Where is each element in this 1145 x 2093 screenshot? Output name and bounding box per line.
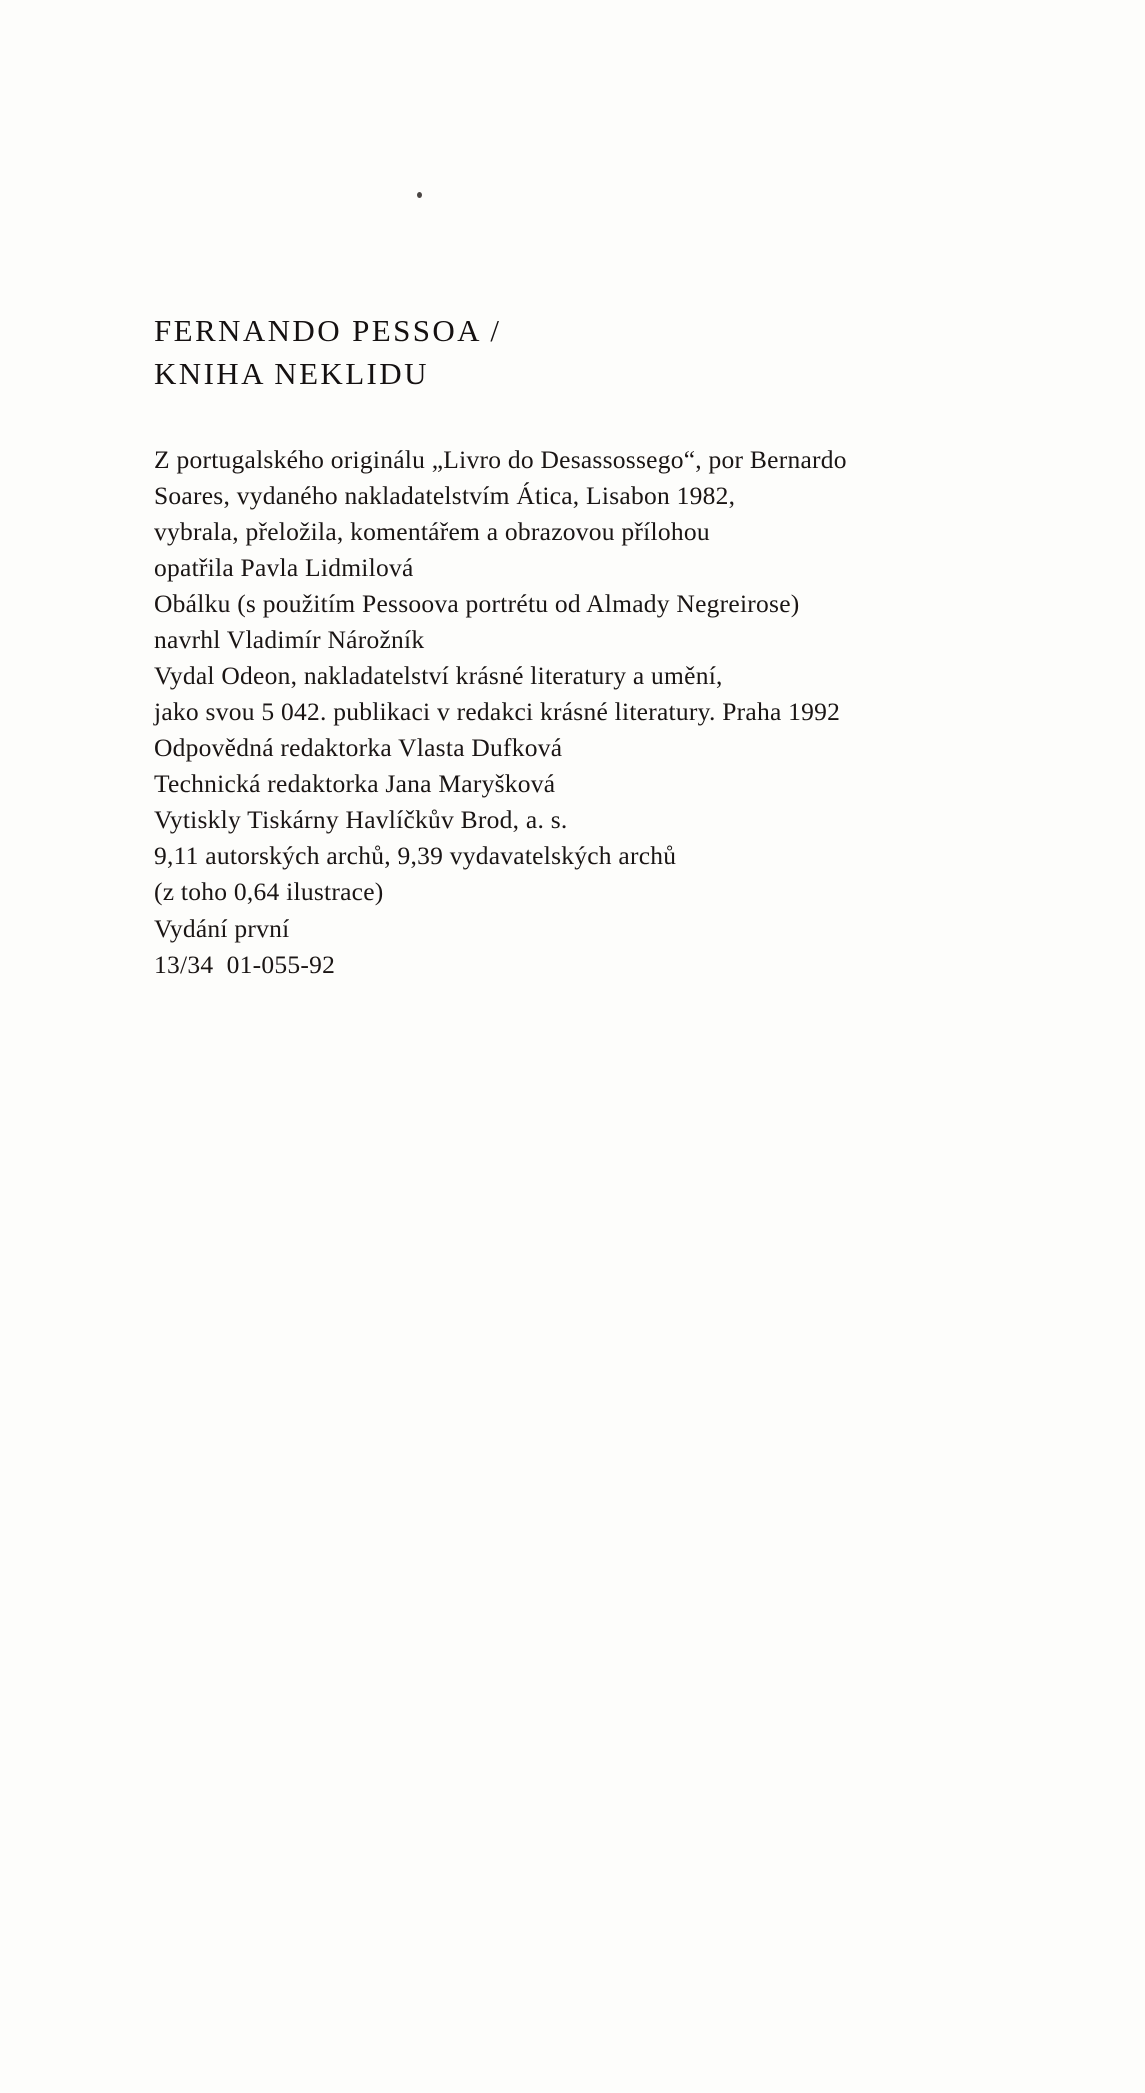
imprint-line: opatřila Pavla Lidmilová [154,552,414,582]
imprint-line: Odpovědná redaktorka Vlasta Dufková [154,733,563,763]
imprint-line: Z portugalského originálu „Livro do Desassossego“, por Bernardo [154,444,847,474]
imprint-line: Obálku (s použitím Pessoova portrétu od Almady Negreirose) [154,588,800,618]
imprint-line: (z toho 0,64 ilustrace) [154,877,384,907]
imprint-text-block [154,442,1014,983]
ink-speck-mark [417,192,422,198]
imprint-line: vybrala, přeložila, komentářem a obrazovou přílohou [154,516,710,546]
imprint-line: 13/34 01-055-92 [154,949,336,979]
imprint-line: Vydal Odeon, nakladatelství krásné literatury a umění, [154,661,723,690]
imprint-line: Soares, vydaného nakladatelstvím Ática, Lisabon 1982, [154,480,736,510]
book-author-title-line-1: FERNANDO PESSOA / [154,313,502,348]
imprint-line: Technická redaktorka Jana Maryšková [154,769,556,799]
imprint-line: jako svou 5 042. publikaci v redakci krásné literatury. Praha 1992 [154,697,841,727]
imprint-line: Vydání první [154,913,290,943]
imprint-line: Vytiskly Tiskárny Havlíčkův Brod, a. s. [154,805,568,835]
imprint-line: 9,11 autorských archů, 9,39 vydavatelských archů [154,841,677,871]
book-title-block [154,310,1014,396]
imprint-line: navrhl Vladimír Nárožník [154,624,425,654]
colophon-block [154,310,1014,983]
book-title-line-2: KNIHA NEKLIDU [154,355,429,391]
